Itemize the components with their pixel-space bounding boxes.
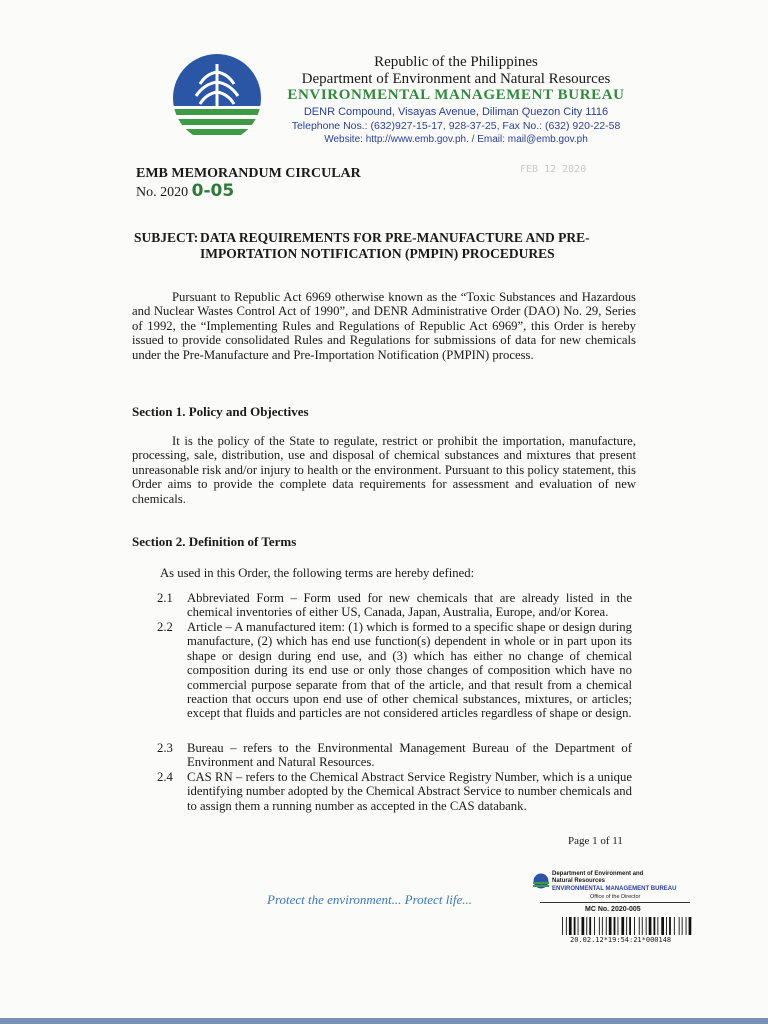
definition-text: CAS RN – refers to the Chemical Abstract Service Registry Number, which is a unique identifying number adopted by the Chemical Abstract Service to number chemicals and to assign them a running number as accepted in the CAS databank. (187, 770, 632, 813)
definition-text: Bureau – refers to the Environmental Management Bureau of the Department of Environment and Natural Resources. (187, 741, 632, 770)
barcode-bar (614, 917, 616, 935)
barcode-bar (599, 917, 600, 935)
definition-text: Article – A manufactured item: (1) which is formed to a specific shape or design during manufacture, (2) which has end use function(s) dependent in whole or in part upon its shape or design during end use, and (3) which has either no change of chemical composition during its end use or only those changes of composition which have no commercial purpose separate from that of the article, and that result from a chemical reaction that occurs upon end use of other chemical substances, mixtures, or articles; except that fluids and particles are not considered articles regardless of shape or design. (187, 620, 632, 721)
definition-item (157, 591, 632, 620)
header-department: Department of Environment and Natural Resources (301, 71, 611, 87)
barcode-bar (649, 917, 652, 935)
circular-number-handwritten: 0-05 (191, 181, 235, 201)
doc-stamp-line2: Natural Resources (552, 878, 606, 884)
intro-paragraph: Pursuant to Republic Act 6969 otherwise known as the “Toxic Substances and Hazardous and Nuclear Wastes Control Act of 1990”, and DENR Administrative Order (DAO) No. 29, Series of 1992, the “Implementing Rules and Regulations of Republic Act 6969”, this Order is hereby issued to provide consolidated Rules and Regulations for submissions of data for new chemicals under the Pre-Manufacture and Pre-Importation Notification (PMPIN) process. (132, 290, 636, 362)
definition-number: 2.1 (157, 591, 173, 605)
definition-number: 2.4 (157, 770, 173, 784)
subject-line2: IMPORTATION NOTIFICATION (PMPIN) PROCEDURES (200, 246, 555, 261)
barcode-bar (682, 917, 683, 935)
barcode-number: 20.02.12*19:54:21*000148 (570, 936, 672, 944)
doc-stamp-office: Office of the Director (590, 894, 641, 900)
barcode-bar (666, 917, 667, 935)
stamp-logo-icon (533, 873, 549, 889)
subject-block (134, 230, 638, 262)
barcode-bar (606, 917, 607, 935)
doc-stamp-bureau: ENVIRONMENTAL MANAGEMENT BUREAU (552, 886, 677, 892)
header-address: DENR Compound, Visayas Avenue, Diliman Quezon City 1116 (303, 106, 609, 118)
circular-number (136, 181, 234, 201)
barcode-bar (609, 917, 612, 935)
emb-logo-icon (170, 54, 264, 142)
doc-stamp-line1: Department of Environment and (552, 871, 644, 877)
section2-intro: As used in this Order, the following terms are hereby defined: (160, 566, 475, 580)
barcode-icon (562, 917, 692, 935)
barcode-bar (621, 917, 624, 935)
doc-stamp-divider (540, 902, 690, 903)
received-stamp: FEB 12 2020 (520, 164, 587, 175)
definition-number: 2.2 (157, 620, 173, 634)
doc-stamp-mc-number: MC No. 2020-005 (585, 906, 641, 913)
barcode-bar (562, 917, 563, 935)
header-phones: Telephone Nos.: (632)927-15-17, 928-37-25, Fax No.: (632) 920-22-58 (291, 120, 621, 132)
barcode-bar (689, 917, 692, 935)
barcode-bar (618, 917, 619, 935)
barcode-bar (657, 917, 658, 935)
circular-title: EMB MEMORANDUM CIRCULAR (136, 166, 361, 181)
barcode-bar (594, 917, 595, 935)
scan-edge-divider (0, 1018, 768, 1024)
barcode-bar (642, 917, 643, 935)
barcode-bar (589, 917, 591, 935)
definition-item (157, 620, 632, 721)
page-number: Page 1 of 11 (568, 835, 623, 847)
barcode-bar (654, 917, 656, 935)
barcode-bar (574, 917, 576, 935)
subject-label: SUBJECT: (134, 230, 199, 245)
barcode-bar (686, 917, 687, 935)
header-bureau: ENVIRONMENTAL MANAGEMENT BUREAU (287, 87, 625, 103)
definition-item (157, 741, 632, 770)
barcode-bar (639, 917, 640, 935)
barcode-bar (626, 917, 627, 935)
definition-item (157, 770, 632, 813)
definition-text: Abbreviated Form – Form used for new chemicals that are already listed in the chemical inventories of either US, Canada, Japan, Australia, Europe, and/or Korea. (187, 591, 632, 620)
barcode-bar (569, 917, 572, 935)
barcode-bar (629, 917, 631, 935)
barcode-bar (669, 917, 671, 935)
doc-stamp-dept (552, 871, 643, 885)
section1-title: Section 1. Policy and Objectives (132, 404, 309, 419)
definition-number: 2.3 (157, 741, 173, 755)
subject-line1: DATA REQUIREMENTS FOR PRE-MANUFACTURE AND PRE- (200, 230, 590, 245)
circular-number-prefix: No. 2020 (136, 185, 189, 200)
barcode-bar (646, 917, 647, 935)
section1-text: It is the policy of the State to regulate, restrict or prohibit the importation, manufacture, processing, sale, distribution, use and disposal of chemical substances and mixtures that present unreasonable risk and/or injury to health or the environment. Pursuant to this policy statement, this Order aims to provide the complete data requirements for assessment and evaluation of new chemicals. (132, 434, 636, 506)
barcode-bar (578, 917, 579, 935)
barcode-bar (586, 917, 587, 935)
barcode-bar (566, 917, 567, 935)
barcode-bar (634, 917, 635, 935)
barcode-bar (679, 917, 680, 935)
barcode-bar (661, 917, 664, 935)
section2-title: Section 2. Definition of Terms (132, 534, 297, 549)
barcode-bar (674, 917, 675, 935)
header-republic: Republic of the Philippines (374, 54, 538, 70)
footer-tagline: Protect the environment... Protect life... (267, 892, 473, 907)
barcode-bar (582, 917, 585, 935)
barcode-bar (602, 917, 603, 935)
header-website: Website: http://www.emb.gov.ph. / Email: mail@emb.gov.ph (324, 134, 588, 145)
